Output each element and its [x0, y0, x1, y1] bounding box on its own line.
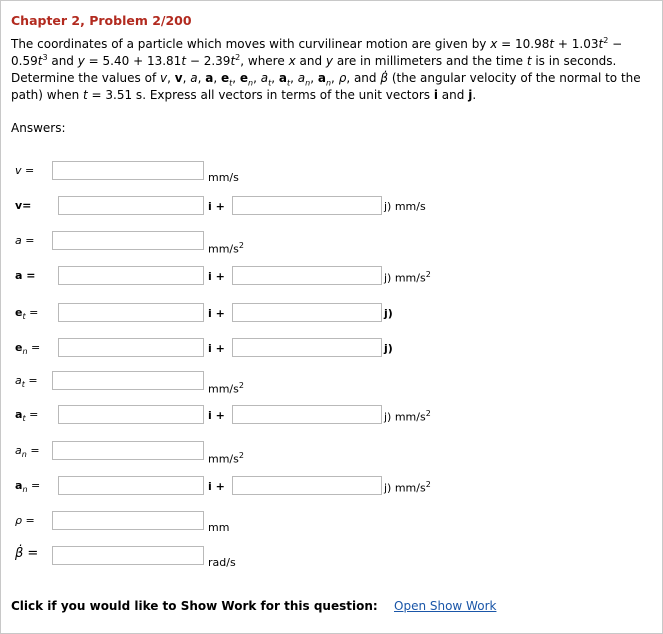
input-v-x[interactable]: [58, 196, 204, 215]
input-et-x[interactable]: [58, 303, 204, 322]
input-v-y[interactable]: [232, 196, 382, 215]
label-en: $e_n$ =: [15, 341, 41, 357]
input-en-y[interactable]: [232, 338, 382, 357]
label-at-vector: $a_t$ =: [15, 408, 39, 424]
var-y: y: [77, 54, 85, 68]
unit-a: $mm/s^2$: [208, 241, 244, 256]
i-plus: i +: [208, 409, 225, 422]
input-v[interactable]: [52, 161, 204, 180]
unit-et: j): [384, 307, 393, 320]
unit-v: mm/s: [208, 171, 239, 184]
unit-vector-i: i: [433, 88, 438, 102]
var-t: t: [37, 54, 43, 68]
input-an-x[interactable]: [58, 476, 204, 495]
label-at: $a_t$ =: [15, 374, 38, 390]
i-plus: i +: [208, 342, 225, 355]
statement-text: , where: [240, 54, 289, 68]
open-show-work-link[interactable]: Open Show Work: [394, 599, 497, 613]
eq-text: + 1.03: [554, 37, 599, 51]
input-a-x[interactable]: [58, 266, 204, 285]
unit-rho: mm: [208, 521, 230, 534]
input-a-y[interactable]: [232, 266, 382, 285]
statement-text: The coordinates of a particle which moves with curvilinear motion are given by: [11, 37, 491, 51]
var-t: t: [230, 54, 236, 68]
unit-vector-j: j: [468, 88, 473, 102]
input-an[interactable]: [52, 441, 204, 460]
statement-text: is in seconds. Determine the values of: [11, 54, 617, 85]
exponent: 2: [603, 36, 609, 45]
input-et-y[interactable]: [232, 303, 382, 322]
statement-text: and: [47, 54, 78, 68]
unit-en: j): [384, 342, 393, 355]
statement-text: .: [472, 88, 477, 102]
problem-statement: [11, 36, 651, 104]
i-plus: i +: [208, 307, 225, 320]
eq-text: − 0.59: [11, 37, 623, 68]
i-plus: i +: [208, 270, 225, 283]
label-v-vector: v=: [15, 199, 32, 212]
input-beta-dot[interactable]: [52, 546, 204, 565]
i-plus: i +: [208, 480, 225, 493]
input-at-x[interactable]: [58, 405, 204, 424]
input-rho[interactable]: [52, 511, 204, 530]
label-a-vector: a =: [15, 269, 36, 282]
eq-text: = 5.40 + 13.81: [84, 54, 182, 68]
label-beta-dot: β̇ =: [15, 546, 39, 561]
unit-at: $mm/s^2$: [208, 381, 244, 396]
var-t: t: [526, 54, 532, 68]
var-t: t: [83, 88, 88, 102]
label-an-vector: $a_n$ =: [15, 479, 41, 495]
label-an: $a_n$ =: [15, 444, 40, 460]
input-at-y[interactable]: [232, 405, 382, 424]
eq-text: = 10.98: [497, 37, 550, 51]
unit-an: $mm/s^2$: [208, 451, 244, 466]
var-x: x: [490, 37, 498, 51]
quantity-list: v, v, a, a, $e_t$, $e_n$, $a_t$, $a_t$, $a_n$, $a_n$, ρ, and β̇: [160, 71, 389, 88]
input-en-x[interactable]: [58, 338, 204, 357]
exponent: 2: [235, 53, 241, 62]
var-x: x: [288, 54, 296, 68]
statement-text: and: [295, 54, 326, 68]
unit-at-vector: j) $mm/s^2$: [384, 409, 431, 424]
label-v: v =: [15, 164, 35, 177]
label-rho: ρ =: [15, 514, 35, 527]
answers-label: Answers:: [11, 121, 66, 135]
unit-a-vector: j) $mm/s^2$: [384, 270, 431, 285]
var-t: t: [181, 54, 187, 68]
statement-text: = 3.51 s. Express all vectors in terms of the unit vectors: [87, 88, 434, 102]
statement-text: are in millimeters and the time: [333, 54, 527, 68]
input-an-y[interactable]: [232, 476, 382, 495]
unit-beta-dot: rad/s: [208, 556, 236, 569]
unit-an-vector: j) $mm/s^2$: [384, 480, 431, 495]
show-work-prompt: Click if you would like to Show Work for this question:: [11, 599, 378, 613]
label-a: a =: [15, 234, 35, 247]
input-at[interactable]: [52, 371, 204, 390]
var-t: t: [598, 37, 604, 51]
i-plus: i +: [208, 200, 225, 213]
statement-text: and: [437, 88, 469, 102]
statement-text: (the angular velocity of the normal to the path) when: [11, 71, 641, 102]
exponent: 3: [42, 53, 48, 62]
unit-v-vector: j) mm/s: [384, 200, 426, 213]
label-et: $e_t$ =: [15, 306, 39, 322]
var-t: t: [549, 37, 555, 51]
input-a[interactable]: [52, 231, 204, 250]
eq-text: − 2.39: [186, 54, 231, 68]
problem-title: Chapter 2, Problem 2/200: [11, 13, 192, 28]
var-y: y: [325, 54, 333, 68]
